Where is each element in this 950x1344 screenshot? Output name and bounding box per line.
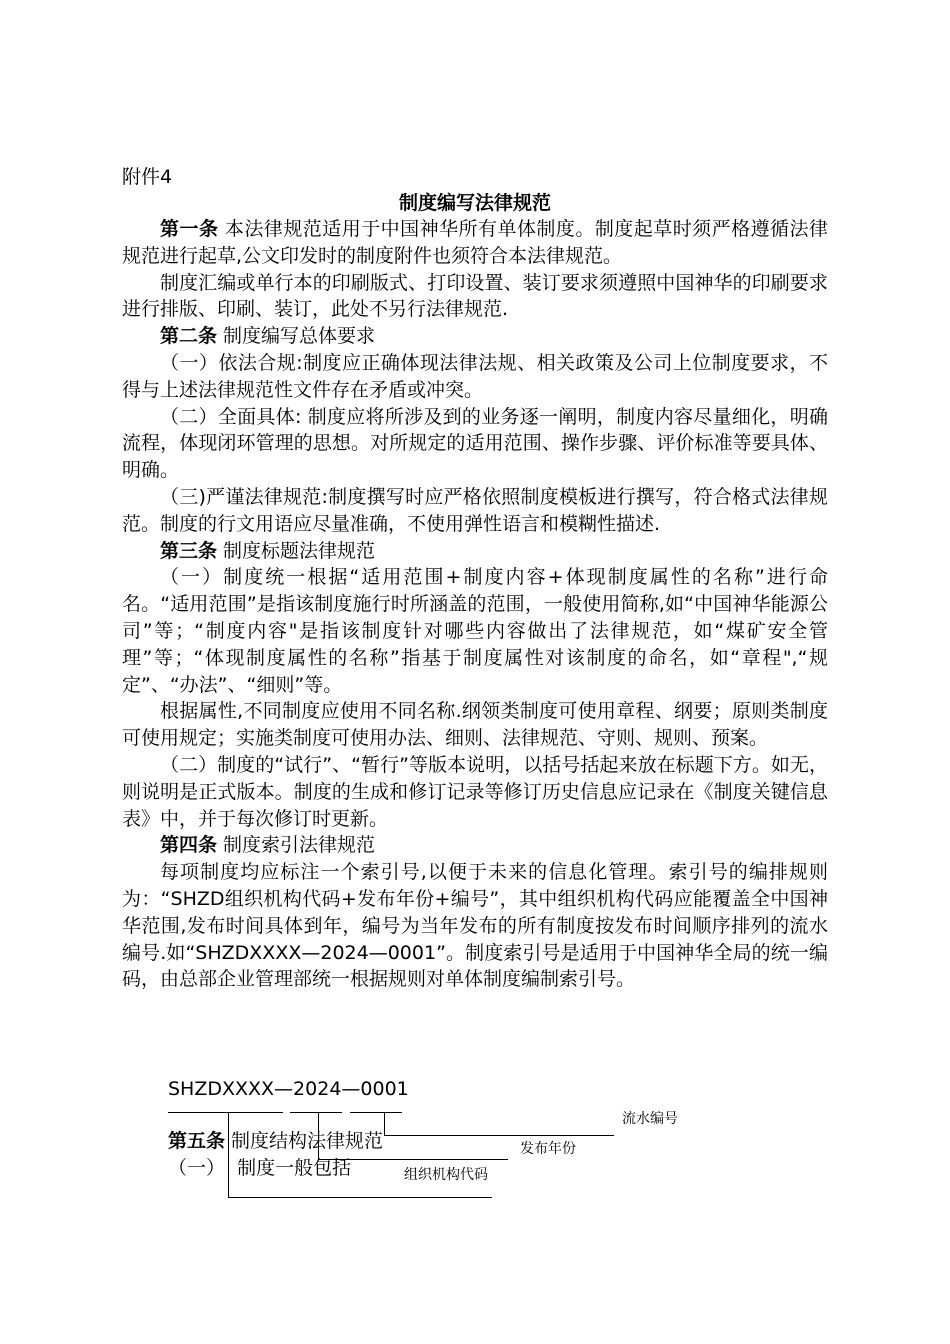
connector-serial-h bbox=[384, 1135, 614, 1136]
document-title: 制度编写法律规范 bbox=[398, 192, 551, 214]
label-org-code: 组织机构代码 bbox=[404, 1167, 488, 1183]
paragraph-text: （一）制度统一根据“适用范围+制度内容+体现制度属性的名称”进行命名。“适用范围”是指该制度施行时所涵盖的范围，一般使用简称,如“中国神华能源公司”等；“制度内容"是指该制度针对哪些内容做出了法律规范，如“煤矿安全管理”等；“体现制度属性的名称”指基于制度属性对该制度的命名，如“章程",“规定”、“办法”、“细则”等。 bbox=[122, 566, 828, 696]
article-heading bbox=[122, 832, 828, 859]
article-heading bbox=[122, 538, 828, 565]
index-number-example: SHZDXXXX—2024—0001 bbox=[168, 1078, 409, 1100]
underline-year bbox=[290, 1112, 342, 1113]
paragraph bbox=[122, 404, 828, 484]
article-5-item-1: （一） 制度一般包括 bbox=[168, 1157, 352, 1179]
paragraph bbox=[122, 564, 828, 698]
paragraph bbox=[122, 270, 828, 324]
article-heading bbox=[122, 216, 828, 270]
underline-org bbox=[168, 1112, 283, 1113]
label-publish-year: 发布年份 bbox=[520, 1141, 576, 1157]
article-5-number: 第五条 bbox=[168, 1130, 226, 1152]
paragraph-text: （一）依法合规:制度应正确体现法律法规、相关政策及公司上位制度要求，不得与上述法律规范性文件存在矛盾或冲突。 bbox=[122, 351, 828, 401]
paragraph-text: 制度汇编或单行本的印刷版式、打印设置、装订要求须遵照中国神华的印刷要求进行排版、印刷、装订，此处不另行法律规范. bbox=[122, 271, 828, 321]
paragraph-text: （二）制度的“试行”、“暂行”等版本说明，以括号括起来放在标题下方。如无，则说明是正式版本。制度的生成和修订记录等修订历史信息应记录在《制度关键信息表》中，并于每次修订时更新。 bbox=[122, 753, 828, 830]
connector-serial-v bbox=[384, 1112, 385, 1136]
paragraph bbox=[122, 859, 828, 993]
paragraph-text: 制度标题法律规范 bbox=[217, 539, 376, 562]
underline-serial bbox=[350, 1112, 402, 1113]
paragraph-text: 每项制度均应标注一个索引号,以便于未来的信息化管理。索引号的编排规则为：“SHZD组织机构代码+发布年份+编号”，其中组织机构代码应能覆盖全中国神华范围,发布时间具体到年，编号为当年发布的所有制度按发布时间顺序排列的流水编号.如“SHZDXXXX—2024—0001”。制度索引号是适用于中国神华全局的统一编码，由总部企业管理部统一根据规则对单体制度编制索引号。 bbox=[122, 861, 828, 991]
article-5-heading bbox=[168, 1128, 383, 1154]
article-number: 第二条 bbox=[160, 325, 218, 348]
paragraph-text: 制度索引法律规范 bbox=[217, 834, 376, 857]
paragraph-text: 制度编写总体要求 bbox=[217, 325, 376, 348]
attachment-label: 附件4 bbox=[122, 166, 173, 188]
article-heading bbox=[122, 323, 828, 350]
paragraph bbox=[122, 752, 828, 832]
article-number: 第三条 bbox=[160, 539, 218, 562]
paragraph bbox=[122, 484, 828, 538]
document-body bbox=[122, 216, 828, 993]
connector-org-h bbox=[228, 1197, 492, 1198]
paragraph-text: 本法律规范适用于中国神华所有单体制度。制度起草时须严格遵循法律规范进行起草,公文印发时的制度附件也须符合本法律规范。 bbox=[122, 218, 828, 267]
paragraph bbox=[122, 350, 828, 404]
article-number: 第一条 bbox=[160, 218, 219, 240]
article-number: 第四条 bbox=[160, 834, 218, 857]
paragraph-text: （二）全面具体: 制度应将所涉及到的业务逐一阐明，制度内容尽量细化，明确流程，体现闭环管理的思想。对所规定的适用范围、操作步骤、评价标准等要具体、明确。 bbox=[122, 405, 828, 482]
paragraph bbox=[122, 698, 828, 752]
paragraph-text: 根据属性,不同制度应使用不同名称.纲领类制度可使用章程、纲要；原则类制度可使用规定；实施类制度可使用办法、细则、法律规范、守则、规则、预案。 bbox=[122, 700, 828, 750]
paragraph-text: （三)严谨法律规范:制度撰写时应严格依照制度模板进行撰写，符合格式法律规范。制度的行文用语应尽量准确，不使用弹性语言和模糊性描述. bbox=[122, 485, 828, 535]
label-serial-number: 流水编号 bbox=[622, 1111, 678, 1127]
article-5-title: 制度结构法律规范 bbox=[225, 1130, 384, 1152]
